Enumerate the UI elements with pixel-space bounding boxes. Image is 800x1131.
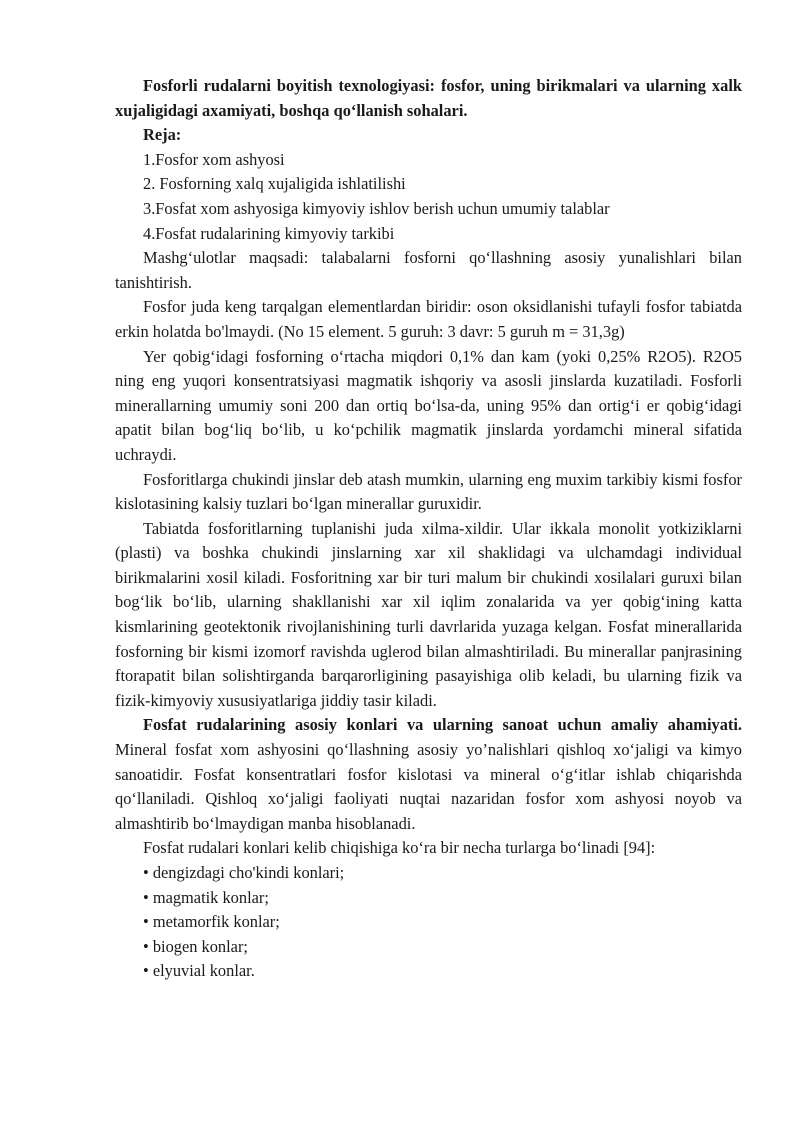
list-item: • elyuvial konlar. bbox=[143, 961, 255, 981]
plan-item: 1.Fosfor xom ashyosi bbox=[143, 149, 285, 169]
plan-heading: Reja: bbox=[143, 125, 182, 145]
section-paragraph bbox=[115, 713, 742, 836]
document-page bbox=[115, 74, 742, 984]
plan-item: 3.Fosfat xom ashyosiga kimyoviy ishlov berish uchun umumiy talablar bbox=[143, 198, 610, 218]
list-item: • magmatik konlar; bbox=[143, 887, 269, 907]
body-paragraph: Fosfor juda keng tarqalgan elementlardan biridir: oson oksidlanishi tufayli fosfor tabiatda erkin holatda bo'lmaydi. (No 15 element. 5 guruh: 3 davr: 5 guruh m = 31,3g) bbox=[115, 297, 742, 341]
plan-item: 4.Fosfat rudalarining kimyoviy tarkibi bbox=[143, 223, 395, 243]
body-paragraph: Fosfat rudalari konlari kelib chiqishiga ko‘ra bir necha turlarga bo‘linadi [94]: bbox=[143, 838, 656, 858]
list-item: • dengizdagi cho'kindi konlari; bbox=[143, 863, 345, 882]
section-text: Mineral fosfat xom ashyosini qo‘llashning asosiy yo’nalishlari qishloq xo‘jaligi va kimyo sanoatidir. Fosfat konsentratlari fosfor kislotasi va mineral o‘g‘itlar ishlab chiqarishda qo‘llaniladi. Qishloq xo‘jaligi faoliyati nuqtai nazaridan fosfor xom ashyosi noyob va almashtirib bo‘lmaydigan manba hisoblanadi. bbox=[115, 740, 742, 833]
document-title: Fosforli rudalarni boyitish texnologiyasi: fosfor, uning birikmalari va ularning xalk xujaligidagi axamiyati, boshqa qo‘llanish sohalari. bbox=[115, 76, 742, 120]
plan-item: 2. Fosforning xalq xujaligida ishlatilishi bbox=[143, 174, 406, 194]
body-paragraph: Fosforitlarga chukindi jinslar deb atash mumkin, ularning eng muxim tarkibiy kismi fosfor kislotasining kalsiy tuzlari bo‘lgan minerallar guruxidir. bbox=[115, 469, 742, 514]
body-paragraph: Yer qobig‘idagi fosforning o‘rtacha miqdori 0,1% dan kam (yoki 0,25% R2O5). R2O5 ning eng yuqori konsentratsiyasi magmatik ishqoriy va asosli jinslarda kuzatiladi. Fosforli minerallarning umumiy soni 200 dan ortiq bo‘lsa-da, uning 95% dan ortig‘i er qobig‘idagi apatit bilan bog‘liq bo‘lib, u ko‘pchilik magmatik jinslarda yordamchi mineral sifatida uchraydi. bbox=[115, 346, 742, 464]
list-item: • biogen konlar; bbox=[143, 936, 248, 956]
body-paragraph: Tabiatda fosforitlarning tuplanishi juda xilma-xildir. Ular ikkala monolit yotkiziklarni (plasti) va boshka chukindi jinslarning xar xil shaklidagi va ulchamdagi individual birikmalarini xosil kiladi. Fosforitning xar bir turi malum bir chukindi xosilalari guruxi bilan bog‘lik bo‘lib, ularning shakllanishi xar xil iqlim zonalarida va yer qobig‘ining katta kismlarining geotektonik rivojlanishining turli davrlarida yuzaga kelgan. Fosfat minerallarida fosforning bir kismi izomorf ravishda uglerod bilan almashtiriladi. Bu minerallar panjrasining ftorapatit bilan solishtirganda barqarorligining pasayishiga olib keladi, bu ularning fizik va fizik-kimyoviy xususiyatlariga jiddiy tasir kiladi. bbox=[115, 518, 742, 710]
list-item: • metamorfik konlar; bbox=[143, 912, 280, 932]
goal-paragraph: Mashg‘ulotlar maqsadi: talabalarni fosforni qo‘llashning asosiy yunalishlari bilan tanishtirish. bbox=[115, 248, 742, 292]
section-heading: Fosfat rudalarining asosiy konlari va ularning sanoat uchun amaliy ahamiyati. bbox=[143, 715, 742, 735]
